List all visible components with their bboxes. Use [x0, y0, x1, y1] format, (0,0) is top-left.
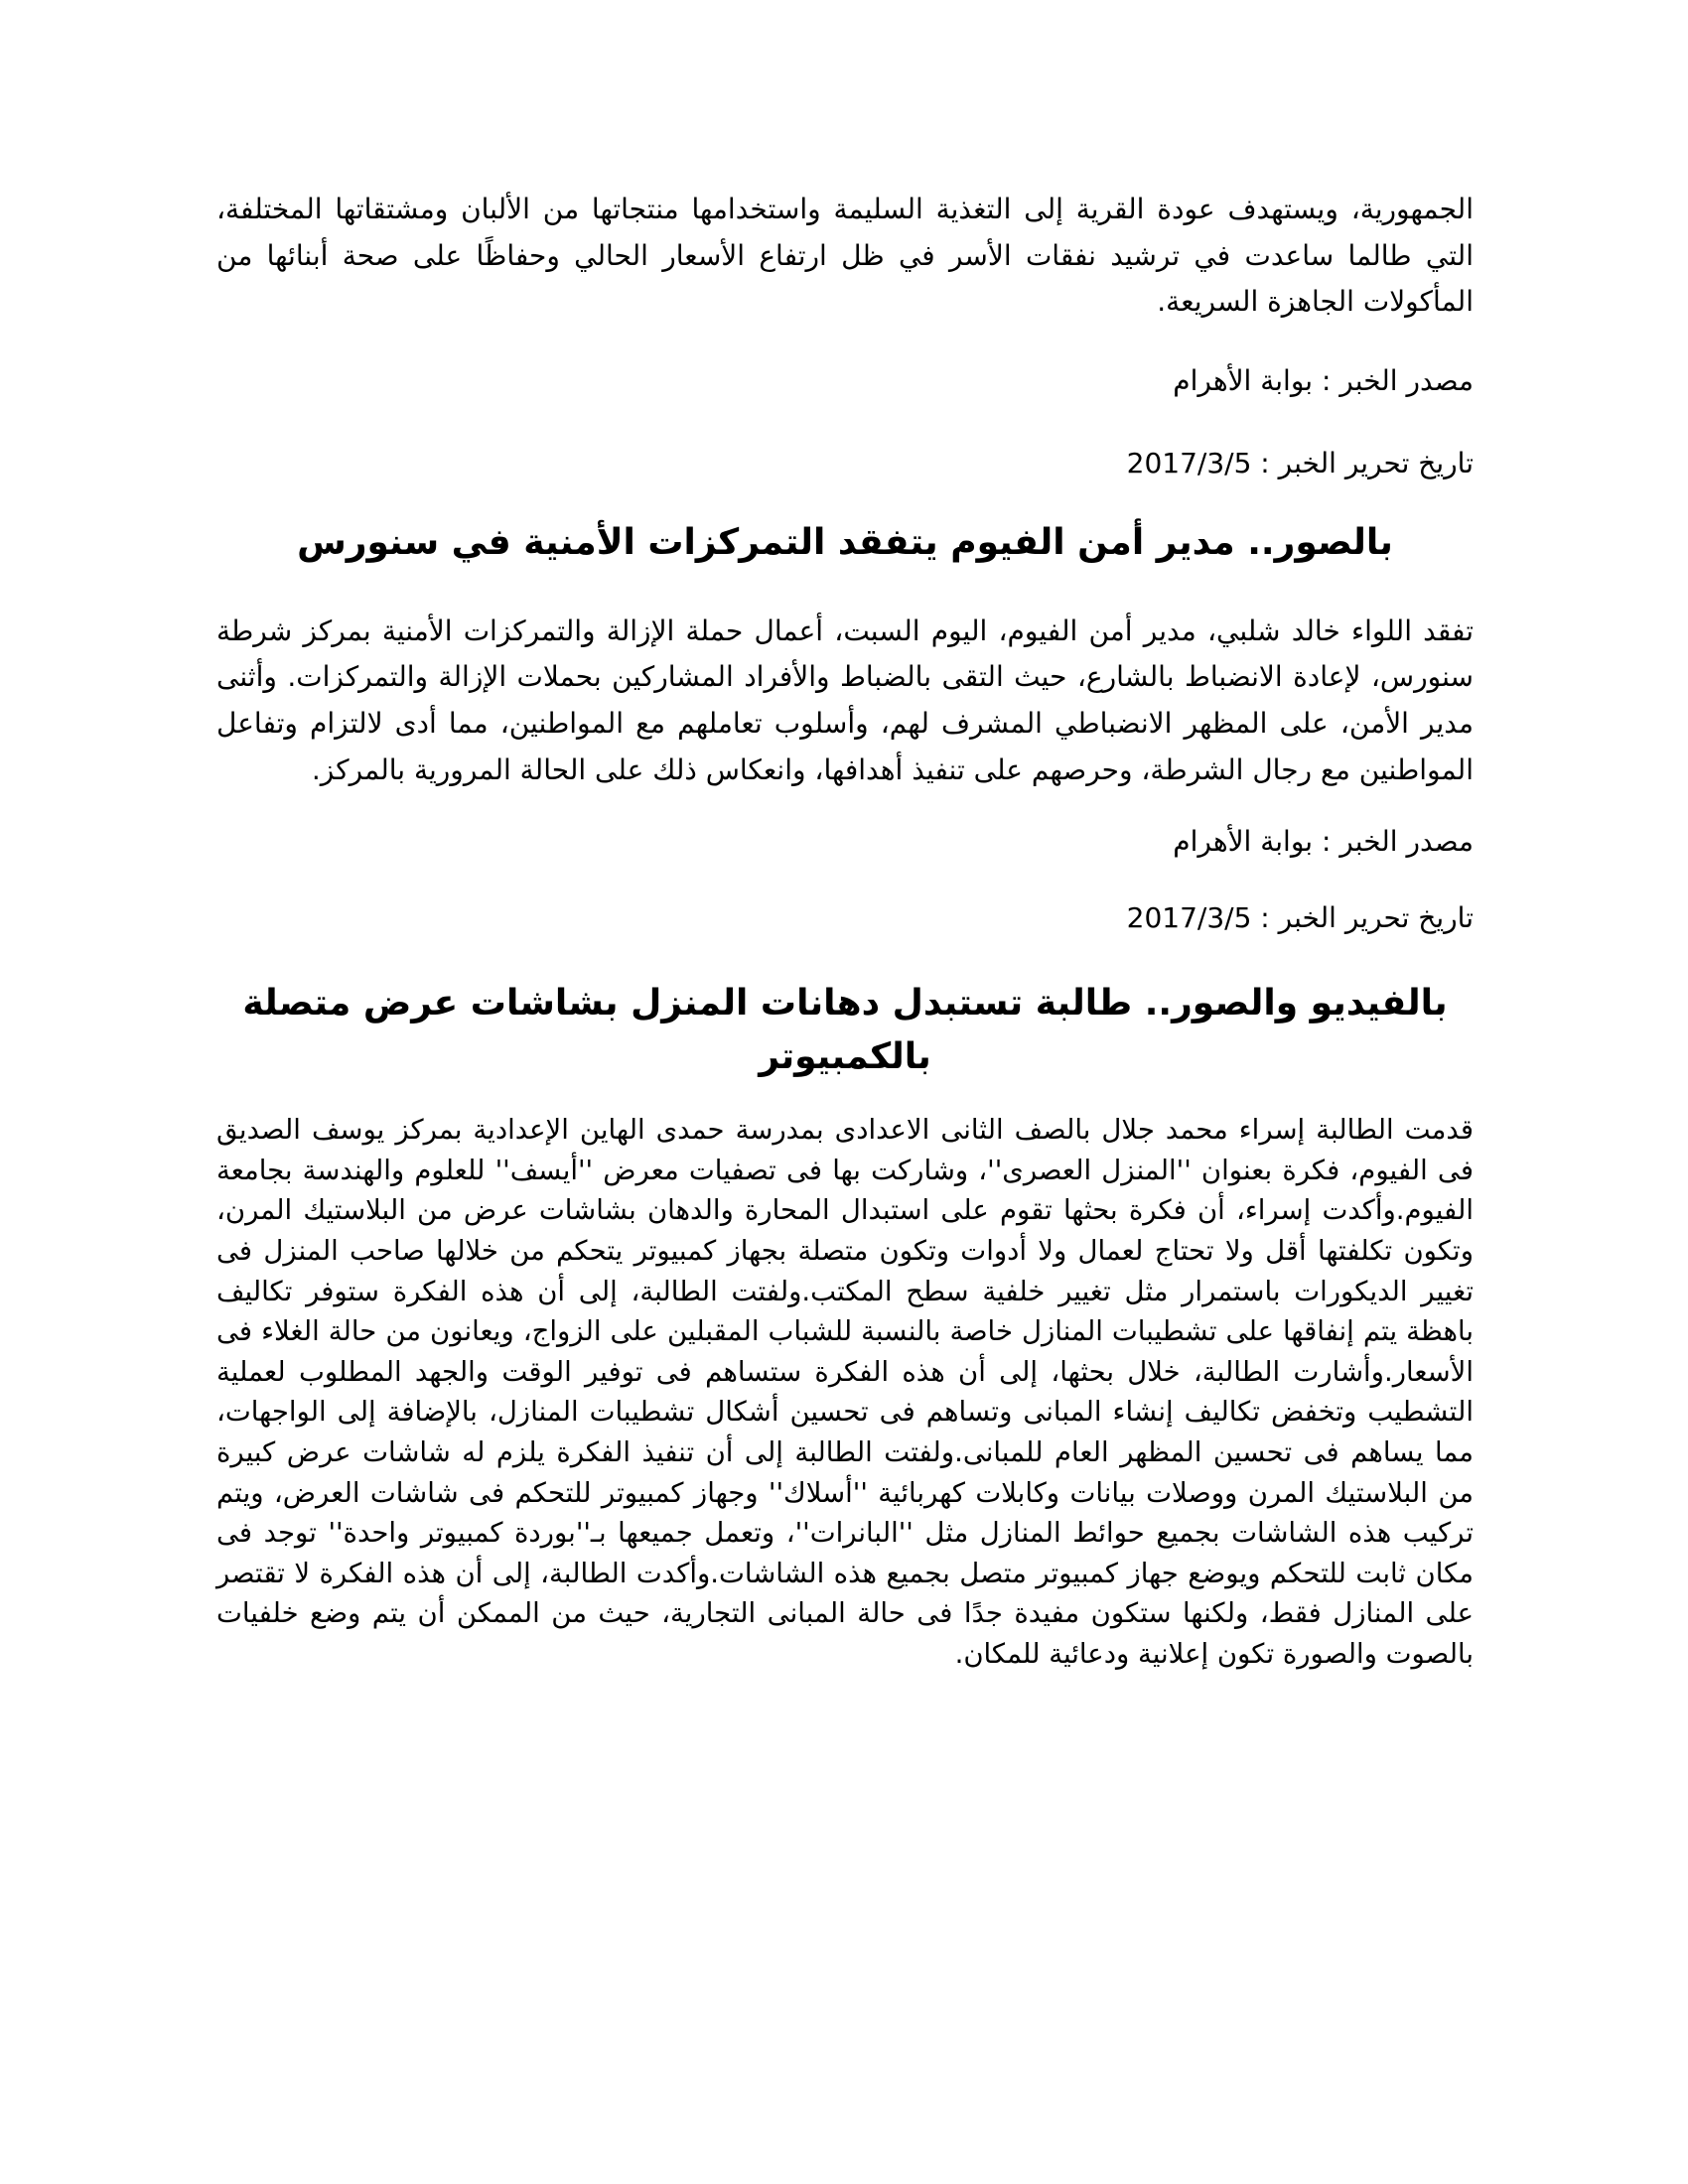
news-date-line	[216, 441, 1474, 486]
news-date-value: 2017/3/5	[1126, 446, 1252, 479]
article-body: قدمت الطالبة إسراء محمد جلال بالصف الثانى الاعدادى بمدرسة حمدى الهاين الإعدادية بمركز يوسف الصديق فى الفيوم، فكرة بعنوان ''المنزل العصرى''، وشاركت بها فى تصفيات معرض ''أيسف'' للعلوم والهندسة بجامعة الفيوم.وأكدت إسراء، أن فكرة بحثها تقوم على استبدال المحارة والدهان بشاشات عرض من البلاستيك المرن، وتكون تكلفتها أقل ولا تحتاج لعمال ولا أدوات وتكون متصلة بجهاز كمبيوتر يتحكم من خلالها صاحب المنزل فى تغيير الديكورات باستمرار مثل تغيير خلفية سطح المكتب.ولفتت الطالبة، إلى أن هذه الفكرة ستوفر تكاليف باهظة يتم إنفاقها على تشطيبات المنازل خاصة بالنسبة للشباب المقبلين على الزواج، ويعانون من حالة الغلاء فى الأسعار.وأشارت الطالبة، خلال بحثها، إلى أن هذه الفكرة ستساهم فى توفير الوقت والجهد المطلوب لعملية التشطيب وتخفض تكاليف إنشاء المبانى وتساهم فى تحسين أشكال تشطيبات المنازل، بالإضافة إلى الواجهات، مما يساهم فى تحسين المظهر العام للمبانى.ولفتت الطالبة إلى أن تنفيذ الفكرة يلزم له شاشات عرض كبيرة من البلاستيك المرن ووصلات بيانات وكابلات كهربائية ''أسلاك'' وجهاز كمبيوتر للتحكم فى شاشات العرض، ويتم تركيب هذه الشاشات بجميع حوائط المنازل مثل ''البانرات''، وتعمل جميعها بـ''بوردة كمبيوتر واحدة'' توجد فى مكان ثابت للتحكم ويوضع جهاز كمبيوتر متصل بجميع هذه الشاشات.وأكدت الطالبة، إلى أن هذه الفكرة لا تقتصر على المنازل فقط، ولكنها ستكون مفيدة جدًا فى حالة المبانى التجارية، حيث من الممكن أن يتم وضع خلفيات بالصوت والصورة تكون إعلانية ودعائية للمكان.	[216, 1114, 1474, 1670]
article-title: بالصور.. مدير أمن الفيوم يتفقد التمركزات الأمنية في سنورس	[297, 521, 1393, 563]
news-source-line: مصدر الخبر : بوابة الأهرام	[1173, 363, 1474, 397]
document-content	[216, 187, 1474, 1674]
news-date-line	[216, 895, 1474, 941]
article-title: بالفيديو والصور.. طالبة تستبدل دهانات المنزل بشاشات عرض متصلة بالكمبيوتر	[242, 983, 1448, 1078]
news-date-value: 2017/3/5	[1126, 901, 1252, 935]
news-date-label: تاريخ تحرير الخبر :	[1251, 901, 1474, 935]
news-source-line: مصدر الخبر : بوابة الأهرام	[1173, 825, 1474, 859]
news-date-label: تاريخ تحرير الخبر :	[1251, 446, 1474, 479]
intro-paragraph: الجمهورية، ويستهدف عودة القرية إلى التغذية السليمة واستخدامها منتجاتها من الألبان ومشتقاتها المختلفة، التي طالما ساعدت في ترشيد نفقات الأسر في ظل ارتفاع الأسعار الحالي وحفاظًا على صحة أبنائها من المأكولات الجاهزة السريعة.	[216, 193, 1474, 319]
article-body: تفقد اللواء خالد شلبي، مدير أمن الفيوم، اليوم السبت، أعمال حملة الإزالة والتمركزات الأمنية بمركز شرطة سنورس، لإعادة الانضباط بالشارع، حيث التقى بالضباط والأفراد المشاركين بحملات الإزالة والتمركزات. وأثنى مدير الأمن، على المظهر الانضباطي المشرف لهم، وأسلوب تعاملهم مع المواطنين، مما أدى لالتزام وتفاعل المواطنين مع رجال الشرطة، وحرصهم على تنفيذ أهدافها، وانعكاس ذلك على الحالة المرورية بالمركز.	[216, 614, 1474, 786]
